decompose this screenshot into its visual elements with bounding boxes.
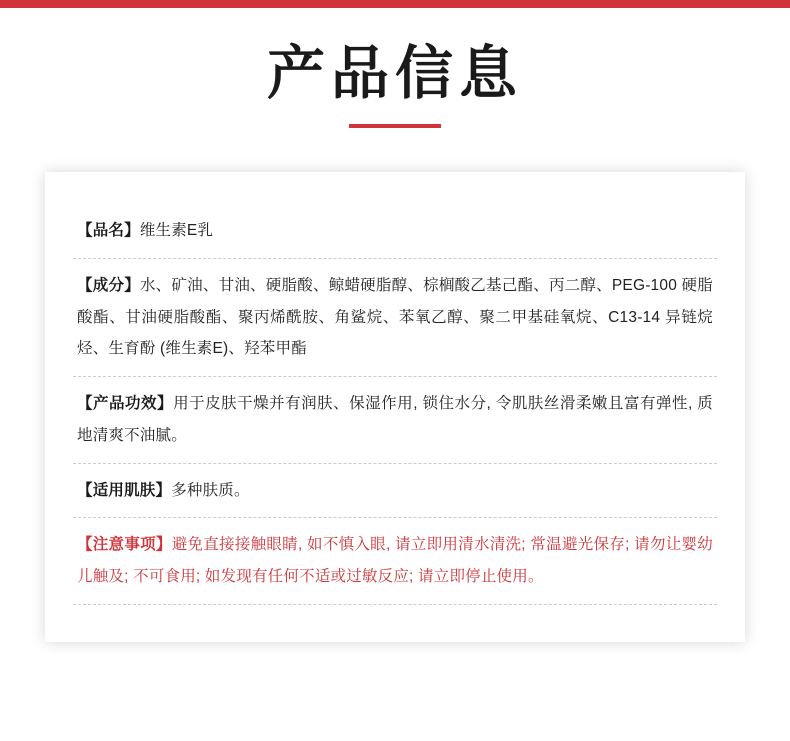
page-title: 产品信息 <box>266 41 523 106</box>
info-label-skin-type: 【适用肌肤】 <box>77 481 172 499</box>
info-value-warnings: 避免直接接触眼睛, 如不慎入眼, 请立即用清水清洗; 常温避光保存; 请勿让婴幼儿触及; 不可食用; 如发现有任何不适或过敏反应; 请立即停止使用。 <box>77 536 713 586</box>
table-row <box>73 463 717 518</box>
info-cell-skin-type <box>73 463 717 518</box>
title-block <box>0 42 790 128</box>
table-row <box>73 204 717 258</box>
product-info-table <box>73 204 717 605</box>
title-underline-rule <box>349 124 441 128</box>
table-row <box>73 258 717 376</box>
info-label-warnings: 【注意事项】 <box>77 536 172 554</box>
info-label-efficacy: 【产品功效】 <box>77 395 174 413</box>
top-accent-bar <box>0 0 790 8</box>
info-value-ingredients: 水、矿油、甘油、硬脂酸、鲸蜡硬脂醇、棕榈酸乙基己酯、丙二醇、PEG-100 硬脂酸酯、甘油硬脂酸酯、聚丙烯酰胺、角鲨烷、苯氧乙醇、聚二甲基硅氧烷、C13-14 异链烷烃、生育酚 (维生素E)、羟苯甲酯 <box>77 276 713 358</box>
info-cell-warnings <box>73 518 717 605</box>
info-value-name: 维生素E乳 <box>139 222 214 239</box>
info-value-skin-type: 多种肤质。 <box>171 481 250 499</box>
info-value-efficacy: 用于皮肤干燥并有润肤、保湿作用, 锁住水分, 令肌肤丝滑柔嫩且富有弹性, 质地清爽不油腻。 <box>77 395 713 444</box>
product-info-card <box>45 172 745 642</box>
info-label-name: 【品名】 <box>77 222 140 239</box>
info-cell-name <box>73 204 717 258</box>
table-row <box>73 518 717 605</box>
table-row <box>73 377 717 464</box>
info-label-ingredients: 【成分】 <box>77 276 140 294</box>
info-cell-ingredients <box>73 258 717 376</box>
info-cell-efficacy <box>73 377 717 464</box>
